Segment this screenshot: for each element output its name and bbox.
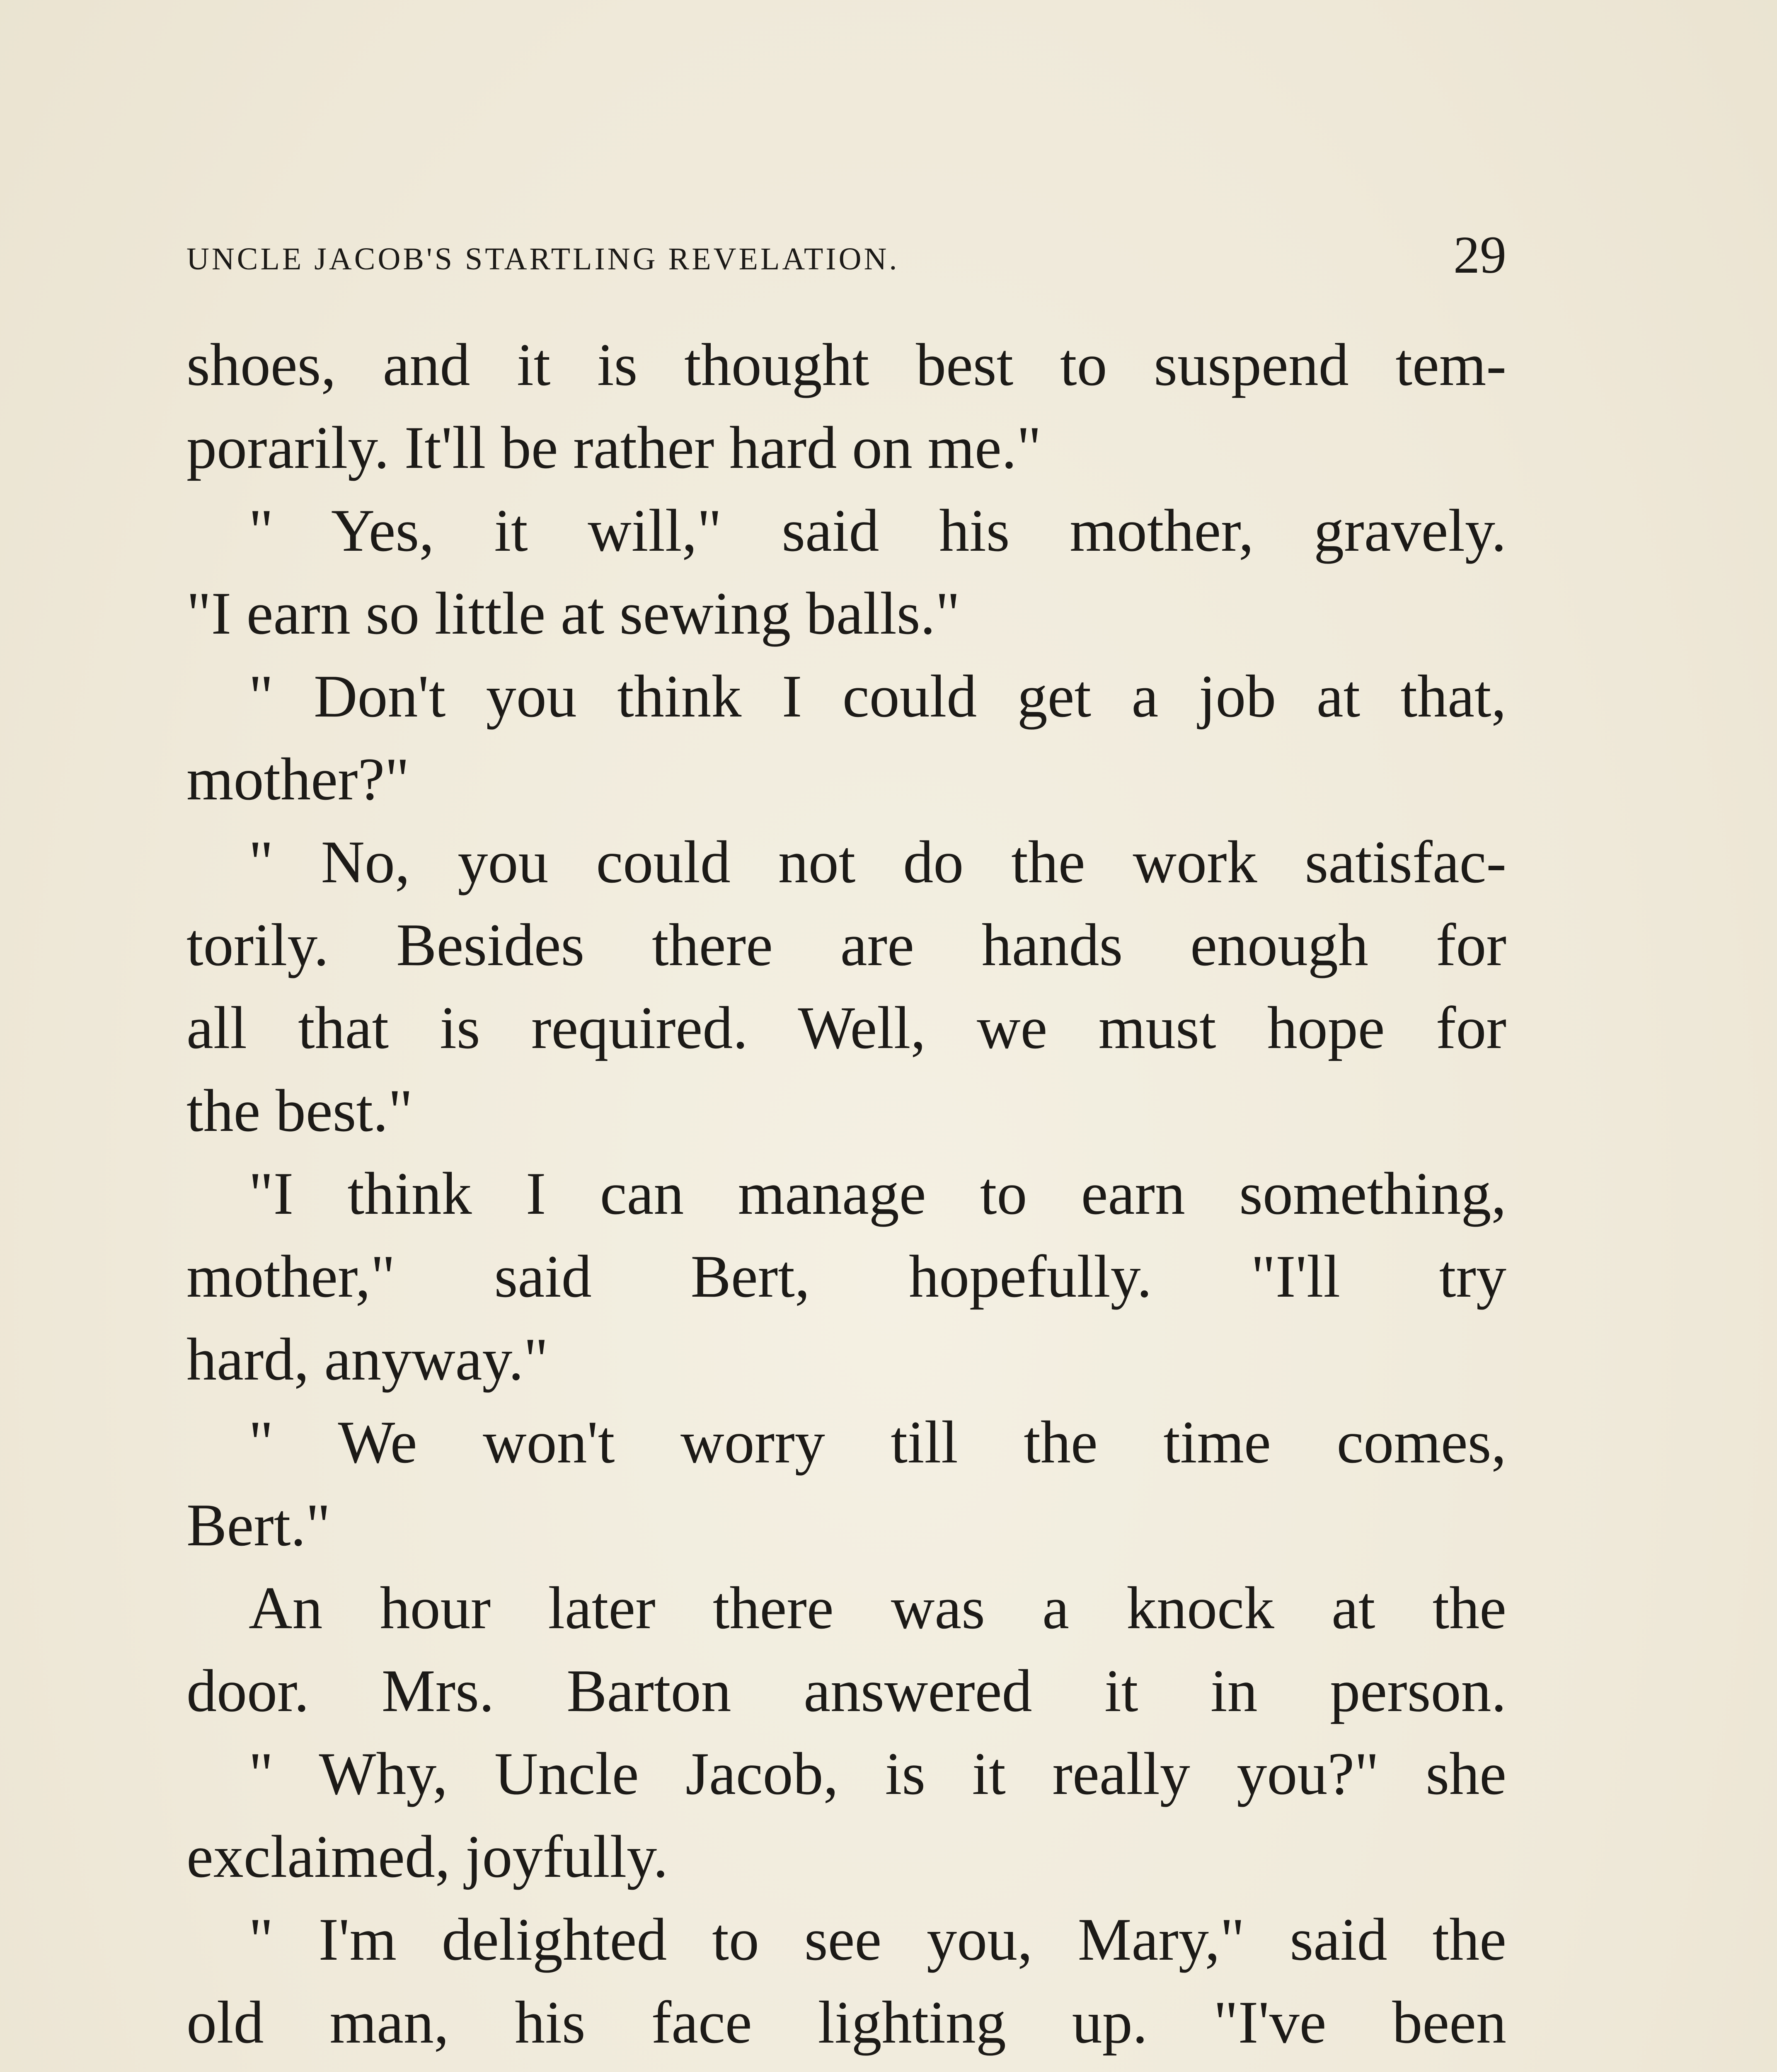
- text-line: An hour later there was a knock at the: [249, 1574, 1506, 1641]
- text-line: exclaimed, joyfully.: [186, 1823, 668, 1890]
- text-line: old man, his face lighting up. "I've been: [186, 1989, 1506, 2056]
- text-line: Bert.": [186, 1491, 331, 1559]
- text-line: "I think I can manage to earn something,: [249, 1160, 1506, 1227]
- text-line: mother," said Bert, hopefully. "I'll try: [186, 1243, 1506, 1310]
- text-line: " We won't worry till the time comes,: [249, 1409, 1506, 1476]
- running-head-title: uncle jacob's startling revelation.: [186, 230, 900, 279]
- text-line: " Yes, it will," said his mother, gravely.: [249, 497, 1506, 564]
- text-line: the best.": [186, 1077, 413, 1144]
- text-line: all that is required. Well, we must hope for: [186, 994, 1506, 1061]
- text-line: "I earn so little at sewing balls.": [186, 580, 960, 647]
- text-line: shoes, and it is thought best to suspend tem-: [186, 331, 1506, 398]
- text-line: " No, you could not do the work satisfac-: [249, 828, 1506, 896]
- body-text: [186, 323, 1506, 2072]
- text-line: porarily. It'll be rather hard on me.": [186, 414, 1041, 481]
- text-line: door. Mrs. Barton answered it in person.: [186, 1657, 1506, 1724]
- text-line: torily. Besides there are hands enough for: [186, 911, 1506, 978]
- page-number: 29: [1453, 225, 1506, 284]
- running-head: [186, 224, 1506, 286]
- text-line: " Don't you think I could get a job at that,: [249, 663, 1506, 730]
- text-line: mother?": [186, 746, 409, 813]
- text-line: " I'm delighted to see you, Mary," said the: [249, 1906, 1506, 1973]
- text-line: hard, anyway.": [186, 1326, 549, 1393]
- text-line: [186, 2064, 1506, 2072]
- text-line: " Why, Uncle Jacob, is it really you?" she: [249, 1740, 1506, 1807]
